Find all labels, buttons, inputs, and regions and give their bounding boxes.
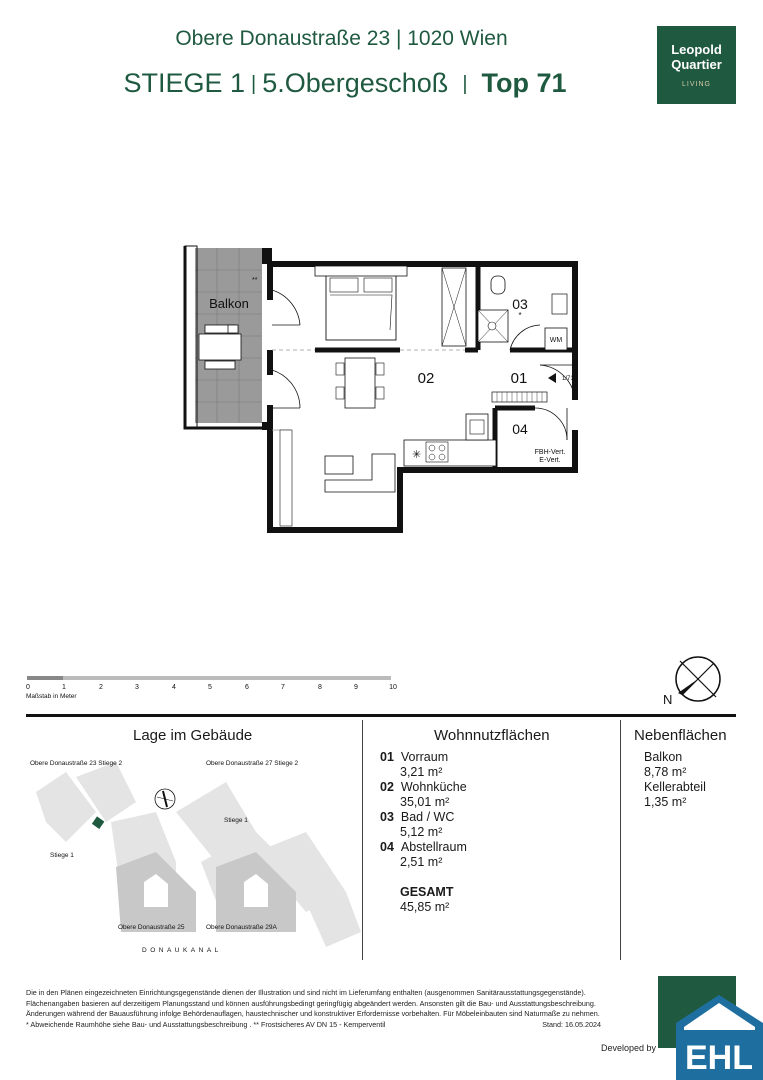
developed-by: Developed by bbox=[601, 1043, 657, 1053]
neben-name: Balkon bbox=[644, 750, 683, 764]
room-entry: 03 Bad / WC bbox=[380, 810, 455, 824]
label-donaukanal: DONAUKANAL bbox=[142, 947, 222, 954]
scale-tick: 2 bbox=[99, 684, 103, 691]
scale-tick: 9 bbox=[354, 684, 358, 691]
room-area: 5,12 m² bbox=[400, 825, 443, 839]
label-od23-stiege2: Obere Donaustraße 23 Stiege 2 bbox=[30, 760, 123, 767]
room-03-label: 03 bbox=[512, 296, 528, 312]
address-line: Obere Donaustraße 23 | 1020 Wien bbox=[175, 27, 508, 50]
scale-tick: 10 bbox=[389, 684, 397, 691]
fbh-label: FBH-Vert. bbox=[534, 449, 566, 456]
disclaimer-line: * Abweichende Raumhöhe siehe Bau- und Ausstattungsbeschreibung . ** Frostsicheres AV DN 15 - Kemperventil bbox=[26, 1019, 386, 1029]
north-label: N bbox=[663, 692, 673, 707]
svg-text:✳: ✳ bbox=[412, 449, 422, 461]
disclaimer-line: Die in den Plänen eingezeichneten Einrichtungsgegenstände dienen der Illustration und sind nicht im Lieferumfang enthalten (ausgenommen Sanitärausstattungsgegenstände). bbox=[26, 988, 586, 997]
room-entry: 02 Wohnküche bbox=[380, 780, 467, 794]
site-buildings bbox=[36, 762, 361, 947]
label-od29a: Obere Donaustraße 29A bbox=[206, 924, 277, 931]
room-area: 35,01 m² bbox=[400, 795, 450, 809]
disclaimer-line: Änderungen während der Bauausführung infolge Behördenauflagen, haustechnischer und konstruktiver Erfordernisse vorbehalten. Für Möbeleinbauten sind Naturmaße zu nehmen. bbox=[26, 1009, 600, 1018]
total-label: GESAMT bbox=[400, 885, 454, 899]
scale-tick: 6 bbox=[245, 684, 249, 691]
leopold-quartier-logo bbox=[657, 26, 736, 104]
neben-heading: Nebenflächen bbox=[634, 727, 727, 744]
scale-bar bbox=[24, 672, 404, 702]
scale-tick: 1 bbox=[62, 684, 66, 691]
entrance-arrow-icon bbox=[548, 373, 556, 383]
dining-table bbox=[345, 358, 375, 408]
label-od27-stiege2: Obere Donaustraße 27 Stiege 2 bbox=[206, 760, 299, 767]
ehl-logo bbox=[676, 995, 763, 1080]
total-area: 45,85 m² bbox=[400, 900, 450, 914]
scale-tick: 8 bbox=[318, 684, 322, 691]
label-stiege1-left: Stiege 1 bbox=[50, 852, 74, 859]
room-04-label: 04 bbox=[512, 421, 528, 437]
unit-location-marker bbox=[92, 816, 105, 829]
scale-label: Maßstab in Meter bbox=[26, 693, 77, 700]
height-mark: * bbox=[518, 311, 522, 320]
scale-tick: 0 bbox=[26, 684, 30, 691]
balcony-table bbox=[199, 334, 241, 360]
room-area: 3,21 m² bbox=[400, 765, 443, 779]
label-stiege1-right: Stiege 1 bbox=[224, 817, 248, 824]
neben-area: 8,78 m² bbox=[644, 765, 687, 779]
top-number: Top 71 bbox=[481, 68, 567, 98]
scale-tick: 5 bbox=[208, 684, 212, 691]
wohn-list bbox=[380, 750, 467, 915]
room-01-label: 01 bbox=[510, 370, 528, 387]
room-entry: 04 Abstellraum bbox=[380, 840, 467, 854]
wohn-heading: Wohnnutzflächen bbox=[434, 727, 550, 744]
floor-plan bbox=[0, 230, 763, 550]
frost-valve-mark: ** bbox=[252, 277, 258, 284]
disclaimer-line: Flächenangaben basieren auf derzeitigem Planungsstand und können ausführungsbedingt geringfügig abgeändert werden. Ansonsten gilt die Bau- und Ausstattungsbeschreibung. bbox=[26, 998, 596, 1008]
label-od25: Obere Donaustraße 25 bbox=[118, 924, 185, 931]
scale-tick: 3 bbox=[135, 684, 139, 691]
unit-title: STIEGE 1 | 5.Obergeschoß | Top 71 bbox=[123, 68, 567, 98]
column-divider bbox=[620, 720, 621, 960]
logo-line1: Leopold bbox=[671, 42, 722, 57]
door-code: 1/71 bbox=[562, 376, 574, 382]
wm-label: WM bbox=[549, 337, 563, 344]
logo-line3: LIVING bbox=[682, 81, 711, 88]
logo-line2: Quartier bbox=[671, 57, 722, 72]
north-compass bbox=[660, 652, 730, 712]
neben-area: 1,35 m² bbox=[644, 795, 687, 809]
stiege-label: STIEGE 1 bbox=[123, 68, 245, 98]
neben-list bbox=[644, 750, 706, 810]
balkon-label: Balkon bbox=[209, 296, 249, 311]
disclaimer bbox=[26, 988, 601, 1030]
ev-label: E-Vert. bbox=[539, 457, 561, 464]
scale-tick: 4 bbox=[172, 684, 176, 691]
neben-name: Kellerabteil bbox=[644, 780, 706, 794]
divider bbox=[26, 714, 736, 717]
stand-date: Stand: 16.05.2024 bbox=[542, 1019, 601, 1029]
floor-label: 5.Obergeschoß bbox=[262, 68, 449, 98]
ehl-text: EHL bbox=[685, 1039, 753, 1077]
scale-tick: 7 bbox=[281, 684, 285, 691]
room-entry: 01 Vorraum bbox=[380, 750, 449, 764]
room-area: 2,51 m² bbox=[400, 855, 443, 869]
lage-heading: Lage im Gebäude bbox=[133, 727, 253, 744]
column-divider bbox=[362, 720, 363, 960]
toilet bbox=[491, 276, 505, 294]
site-plan bbox=[26, 752, 362, 962]
room-02-label: 02 bbox=[417, 370, 435, 387]
